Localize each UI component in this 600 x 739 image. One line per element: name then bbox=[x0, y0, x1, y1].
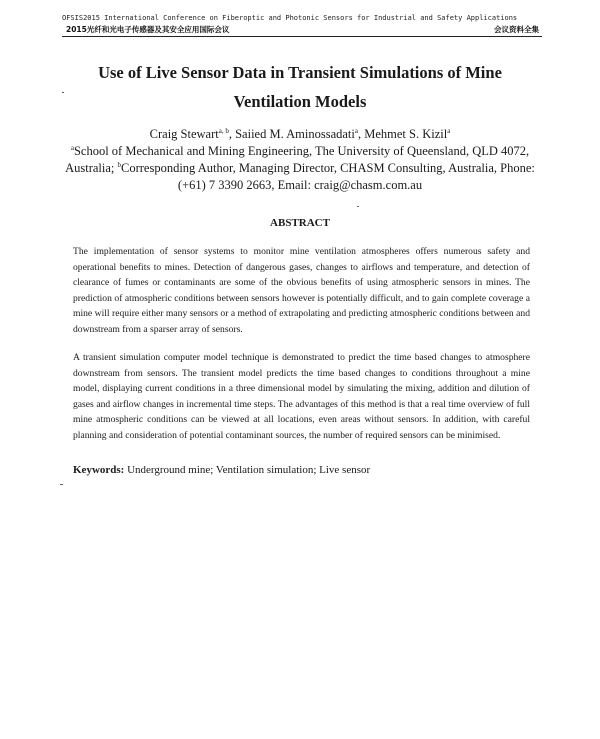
affiliation-marker-a: a bbox=[70, 143, 74, 152]
abstract-paragraph-1: The implementation of sensor systems to monitor mine ventilation atmospheres offers numerous safety and operational benefits to mines. Detection of dangerous gases, changes to airflows and temperature, and detection of clearance of fumes or contaminants are some of the obvious benefits of using atmospheric sensors in mines. The prediction of atmospheric conditions between sensors however is potentially difficult, and to gain complete coverage a mine will require either many sensors or a method of extrapolating and predicting atmospheric conditions between and downstream from a sparser array of sensors. bbox=[73, 246, 530, 335]
affiliations bbox=[60, 143, 540, 194]
author-name: Craig Stewart bbox=[149, 127, 219, 141]
abstract-paragraph-2: A transient simulation computer model technique is demonstrated to predict the time based changes to atmosphere downstream from sensors. The transient model predicts the time based changes to conditions throughout a mine model, displaying current conditions in a three dimensional model by simulating the mixing, addition and dilution of gases and airflow changes in incremental time steps. The advantages of this method is that a real time overview of full mine atmospheric conditions can be viewed at all locations, even areas without sensors. In addition, with careful planning and consideration of potential contaminant sources, the number of required sensors can be minimised. bbox=[73, 352, 530, 441]
abstract-heading: ABSTRACT bbox=[270, 217, 330, 229]
author-separator: , bbox=[358, 127, 365, 141]
keywords-label: Keywords: bbox=[73, 464, 125, 476]
affiliation-a-country: Australia; bbox=[65, 161, 118, 175]
affiliation-b-text: Corresponding Author, Managing Director, CHASM Consulting, Australia, Phone: bbox=[121, 161, 535, 175]
affiliation-marker-b: b bbox=[117, 160, 121, 169]
scan-speck bbox=[357, 206, 359, 207]
header-rule bbox=[62, 36, 542, 37]
author-name: Mehmet S. Kizil bbox=[364, 127, 448, 141]
paper-title-line-2: Ventilation Models bbox=[233, 92, 367, 111]
author-affiliation-marker: a, b bbox=[218, 126, 229, 135]
running-header-bar bbox=[66, 24, 539, 35]
paper-title bbox=[60, 58, 540, 116]
author-affiliation-marker: a bbox=[354, 126, 358, 135]
affiliation-line-1 bbox=[60, 143, 540, 160]
scan-speck bbox=[60, 484, 63, 485]
affiliation-a-text: School of Mechanical and Mining Engineering, The University of Queensland, QLD 4072, bbox=[73, 144, 530, 158]
author-separator: , bbox=[228, 127, 236, 141]
running-header-conference: OFSIS2015 International Conference on Fiberoptic and Photonic Sensors for Industrial and Safety Applications bbox=[62, 14, 518, 22]
running-header-collection-label: 会议资料全集 bbox=[494, 25, 539, 34]
contact-line: (+61) 7 3390 2663, Email: craig@chasm.com.au bbox=[177, 178, 423, 192]
affiliation-line-2 bbox=[60, 160, 540, 177]
running-header-chinese-title: 2015光纤和光电子传感器及其安全应用国际会议 bbox=[66, 25, 230, 34]
author-name: Saiied M. Aminossadati bbox=[235, 127, 355, 141]
keywords bbox=[73, 464, 530, 476]
author-list bbox=[60, 127, 540, 142]
paper-title-line-1: Use of Live Sensor Data in Transient Simulations of Mine bbox=[98, 63, 502, 82]
author-affiliation-marker: a bbox=[447, 126, 451, 135]
keywords-text: Underground mine; Ventilation simulation; Live sensor bbox=[127, 464, 371, 476]
